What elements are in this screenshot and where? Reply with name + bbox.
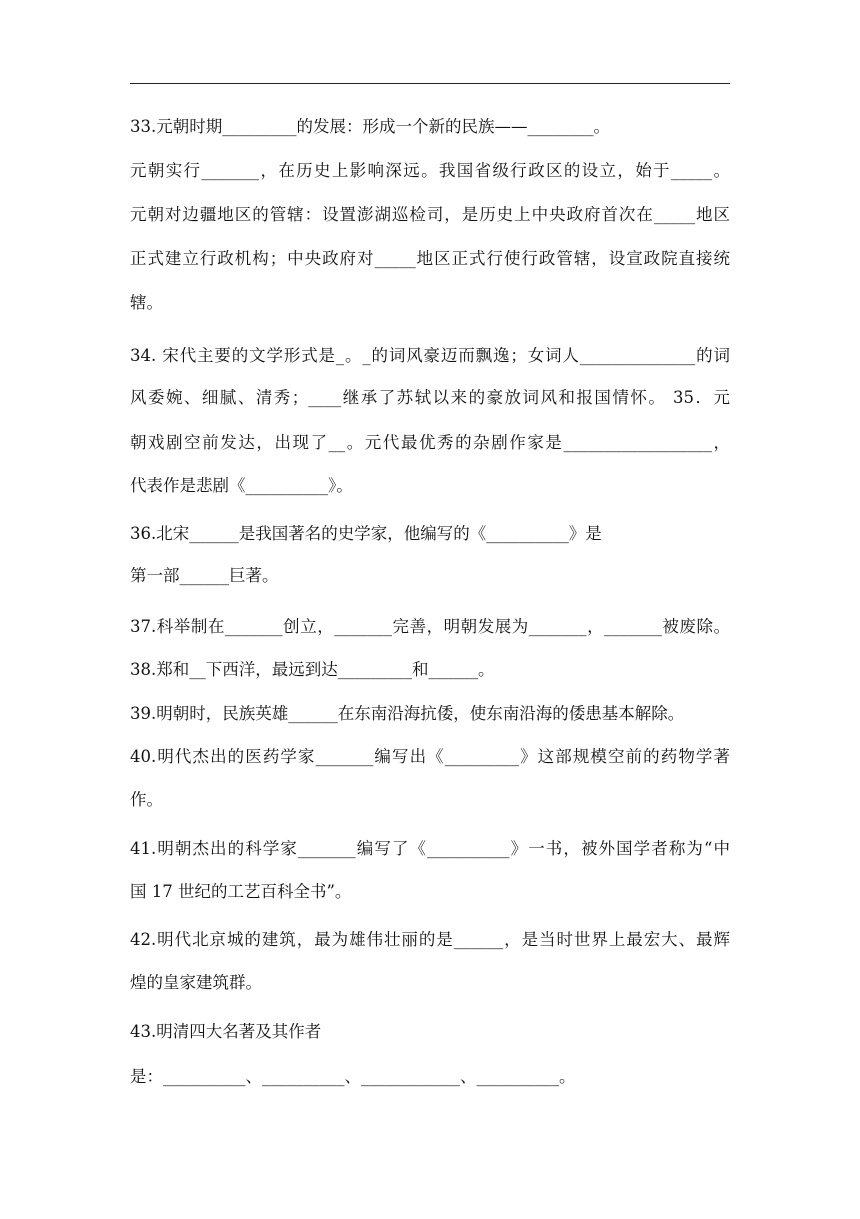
text-line: 风委婉、细腻、清秀；____继承了苏轼以来的豪放词风和报国情怀。 35．元 bbox=[130, 388, 730, 407]
text-line: 正式建立行政机构；中央政府对_____地区正式行使行政管辖，设宣政院直接统 bbox=[130, 249, 730, 268]
text-line-q37: 37.科举制在_______创立，_______完善，明朝发展为_______，_______被废除。 bbox=[130, 617, 730, 636]
text-line: 第一部______巨著。 bbox=[130, 566, 279, 585]
text-line-q38: 38.郑和__下西洋，最远到达_________和______。 bbox=[130, 660, 495, 679]
text-line-q34: 34. 宋代主要的文学形式是_。_的词风豪迈而飘逸；女词人______________的词 bbox=[130, 346, 730, 365]
text-line: 元朝实行_______，在历史上影响深远。我国省级行政区的设立，始于_____。 bbox=[130, 161, 730, 180]
text-line-q36: 36.北宋______是我国著名的史学家，他编写的《__________》是 bbox=[130, 524, 602, 543]
text-line-q41: 41.明朝杰出的科学家_______编写了《__________》一书，被外国学者称为“中 bbox=[130, 839, 730, 858]
text-line-q39: 39.明朝时，民族英雄______在东南沿海抗倭，使东南沿海的倭患基本解除。 bbox=[130, 704, 685, 723]
text-line: 代表作是悲剧《__________》。 bbox=[130, 476, 353, 495]
text-line-q42: 42.明代北京城的建筑，最为雄伟壮丽的是______，是当时世界上最宏大、最辉 bbox=[130, 930, 730, 949]
text-line: 朝戏剧空前发达，出现了__。元代最优秀的杂剧作家是__________________， bbox=[130, 433, 730, 452]
text-line: 煌的皇家建筑群。 bbox=[130, 973, 262, 992]
text-line-q43: 43.明清四大名著及其作者 bbox=[130, 1022, 322, 1041]
text-line: 元朝对边疆地区的管辖：设置澎湖巡检司，是历史上中央政府首次在_____地区 bbox=[130, 205, 730, 224]
text-line: 作。 bbox=[130, 790, 163, 809]
text-line: 辖。 bbox=[130, 293, 163, 312]
text-line: 国 17 世纪的工艺百科全书”。 bbox=[130, 882, 352, 901]
text-line-q33: 33.元朝时期_________的发展：形成一个新的民族——________。 bbox=[130, 117, 610, 136]
header-rule bbox=[130, 83, 730, 84]
text-line: 是：__________、__________、____________、__________。 bbox=[130, 1067, 576, 1086]
text-line-q40: 40.明代杰出的医药学家_______编写出《_________》这部规模空前的药物学著 bbox=[130, 747, 730, 766]
